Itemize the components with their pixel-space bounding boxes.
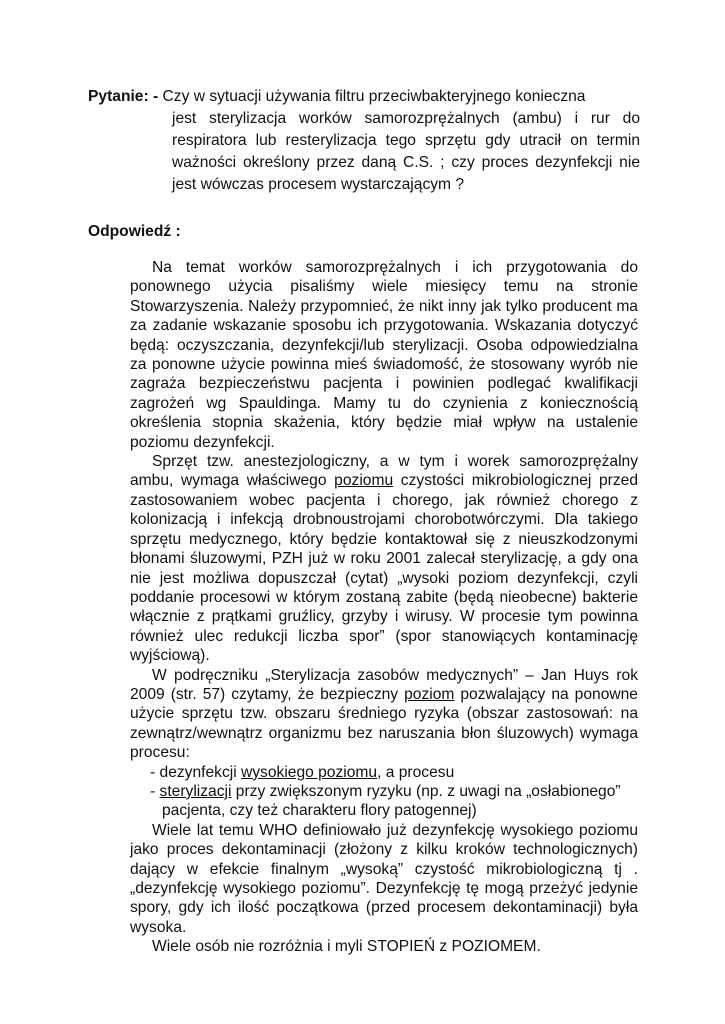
- question-text-rest: jest sterylizacja worków samorozprężalnych (ambu) i rur do respiratora lub resterylizacja tego sprzętu gdy utracił on termin ważności określony przez daną C.S. ; czy proces dezynfekcji nie jest wówczas procesem wystarczającym ?: [172, 110, 640, 193]
- process-list: [130, 763, 638, 821]
- paragraph-1: Na temat worków samorozprężalnych i ich przygotowania do ponownego użycia pisaliśmy wiele miesięcy temu na stronie Stowarzyszenia. Należy przypomnieć, że nikt inny jak tylko producent ma za zadanie wskazanie sposobu ich przygotowania. Wskazania dotyczyć będą: oczyszczania, dezynfekcji/lub sterylizacji. Osoba odpowiedzialna za ponowne użycie powinna mieś świadomość, że stosowany wyrób nie zagraża bezpieczeństwu pacjenta i powinien podlegać kwalifikacji zagrożeń wg Spauldinga. Mamy tu do czynienia z koniecznością określenia stopnia skażenia, który będzie miał wpływ na ustalenie poziomu dezynfekcji.: [130, 259, 638, 451]
- paragraph-5: Wiele osób nie rozróżnia i myli STOPIEŃ z POZIOMEM.: [152, 938, 541, 956]
- answer-heading: Odpowiedź :: [88, 223, 181, 240]
- paragraph-3: [130, 666, 638, 763]
- underlined-term-sterylizacji: sterylizacji: [159, 782, 232, 800]
- underlined-term-poziom: poziom: [404, 685, 455, 703]
- question-block: [88, 86, 640, 196]
- question-label: Pytanie: -: [88, 88, 163, 105]
- list-item-1-text-a: - dezynfekcji: [150, 763, 241, 781]
- paragraph-3-text-b: pozwalający na ponowne użycie sprzętu tzw. obszaru średniego ryzyka (obszar zastosowań: na zewnątrz/wewnątrz organizmu bez naruszania błon śluzowych) wymaga procesu:: [130, 685, 638, 762]
- list-item-2-continuation: pacjenta, czy też charakteru flory patogennej): [162, 802, 477, 820]
- question-text-line1: Czy w sytuacji używania filtru przeciwbakteryjnego konieczna: [162, 88, 586, 105]
- paragraph-2-text-a: Sprzęt tzw. anestezjologiczny, a w tym i worek samorozprężalny ambu, wymaga właściwego: [130, 453, 638, 490]
- list-item: [130, 782, 638, 821]
- question-first-line: [88, 86, 640, 108]
- list-item-1-text-b: , a procesu: [377, 763, 455, 781]
- list-item-2-text-b: przy zwiększonym ryzyku (np. z uwagi na „osłabionego”: [231, 782, 621, 800]
- list-item-2-text-a: -: [150, 782, 160, 800]
- paragraph-3-text-a: W podręczniku „Sterylizacja zasobów medycznych” – Jan Huys rok 2009 (str. 57) czytamy, że bezpieczny: [130, 666, 638, 703]
- underlined-term-wysokiego-poziomu: wysokiego poziomu: [241, 763, 378, 781]
- paragraph-4: Wiele lat temu WHO definiowało już dezynfekcję wysokiego poziomu jako proces dekontaminacji (złożony z kilku kroków technologicznych) dający w efekcie finalnym „wysoką” czystość mikrobiologiczną tj . „dezynfekcję wysokiego poziomu”. Dezynfekcję tę mogą przeżyć jedynie spory, gdy ich ilość początkowa (przed procesem dekontaminacji) była wysoka.: [130, 821, 638, 936]
- underlined-term-poziomu: poziomu: [334, 472, 394, 490]
- answer-body: [130, 258, 638, 957]
- paragraph-2: [130, 452, 638, 665]
- paragraph-2-text-b: czystości mikrobiologicznej przed zastosowaniem wobec pacjenta i chorego, jak również chorego z kolonizacją i infekcją drobnoustrojami chorobotwórczymi. Dla takiego sprzętu medycznego, który będzie kontaktował się z nieuszkodzonymi błonami śluzowymi, PZH już w roku 2001 zalecał sterylizację, a gdy ona nie jest możliwa dopuszczał (cytat) „wysoki poziom dezynfekcji, czyli poddanie procesowi w którym zostaną zabite (będą nieobecne) bakterie włącznie z prątkami gruźlicy, grzyby i wirusy. W procesie tym powinna również ulec redukcji liczba spor” (spor stanowiących kontaminację wyjściową).: [130, 472, 639, 665]
- list-item: [130, 763, 638, 782]
